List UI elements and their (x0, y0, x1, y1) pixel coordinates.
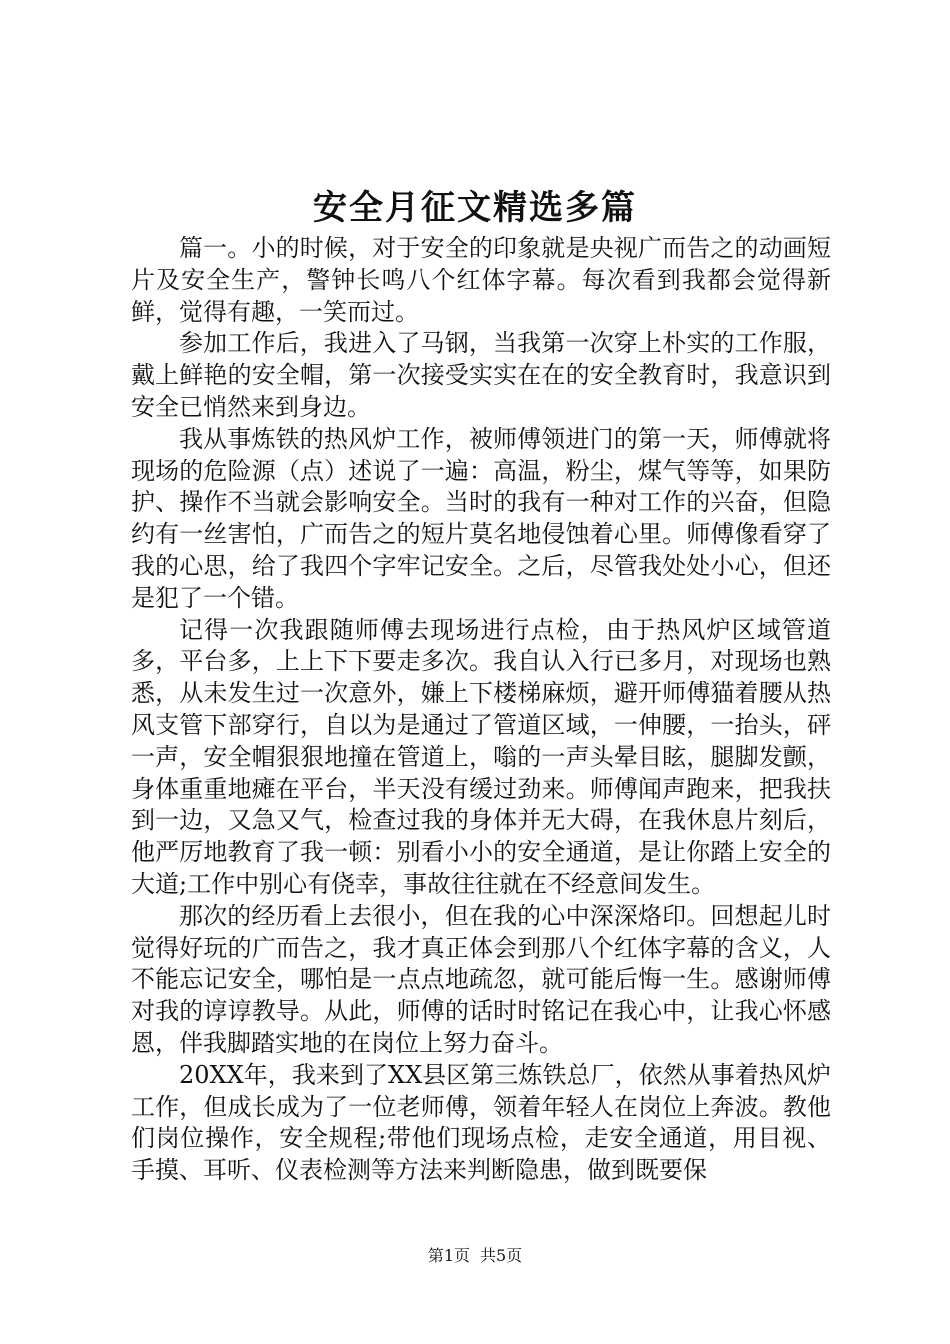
document-title: 安全月征文精选多篇 (313, 188, 637, 228)
document-body (131, 233, 831, 1187)
paragraph-1: 篇一。小的时候，对于安全的印象就是央视广而告之的动画短片及安全生产，警钟长鸣八个红体字幕。每次看到我都会觉得新鲜，觉得有趣，一笑而过。 (131, 234, 831, 326)
paragraph-5: 那次的经历看上去很小，但在我的心中深深烙印。回想起儿时觉得好玩的广而告之，我才真正体会到那八个红体字幕的含义，人不能忘记安全，哪怕是一点点地疏忽，就可能后悔一生。感谢师傅对我的谆谆教导。从此，师傅的话时时铭记在我心中，让我心怀感恩，伴我脚踏实地的在岗位上努力奋斗。 (131, 901, 831, 1057)
page-total: 共5页 (480, 1246, 523, 1265)
page-footer (0, 1246, 950, 1266)
paragraph-4: 记得一次我跟随师傅去现场进行点检，由于热风炉区域管道多，平台多，上上下下要走多次。我自认入行已多月，对现场也熟悉，从未发生过一次意外，嫌上下楼梯麻烦，避开师傅猫着腰从热风支管下部穿行，自以为是通过了管道区域，一伸腰，一抬头，砰一声，安全帽狠狠地撞在管道上，嗡的一声头晕目眩，腿脚发颤，身体重重地瘫在平台，半天没有缓过劲来。师傅闻声跑来，把我扶到一边，又急又气，检查过我的身体并无大碍，在我休息片刻后，他严厉地教育了我一顿：别看小小的安全通道，是让你踏上安全的大道;工作中别心有侥幸，事故往往就在不经意间发生。 (131, 615, 831, 898)
paragraph-2: 参加工作后，我进入了马钢，当我第一次穿上朴实的工作服，戴上鲜艳的安全帽，第一次接受实实在在的安全教育时，我意识到安全已悄然来到身边。 (131, 329, 831, 421)
paragraph-3: 我从事炼铁的热风炉工作，被师傅领进门的第一天，师傅就将现场的危险源（点）述说了一遍：高温，粉尘，煤气等等，如果防护、操作不当就会影响安全。当时的我有一种对工作的兴奋，但隐约有一丝害怕，广而告之的短片莫名地侵蚀着心里。师傅像看穿了我的心思，给了我四个字牢记安全。之后，尽管我处处小心，但还是犯了一个错。 (131, 424, 831, 612)
paragraph-6: 20XX年，我来到了XX县区第三炼铁总厂，依然从事着热风炉工作，但成长成为了一位老师傅，领着年轻人在岗位上奔波。教他们岗位操作，安全规程;带他们现场点检，走安全通道，用目视、手摸、耳听、仪表检测等方法来判断隐患，做到既要保 (131, 1060, 831, 1185)
page-number: 第1页 (427, 1246, 470, 1265)
